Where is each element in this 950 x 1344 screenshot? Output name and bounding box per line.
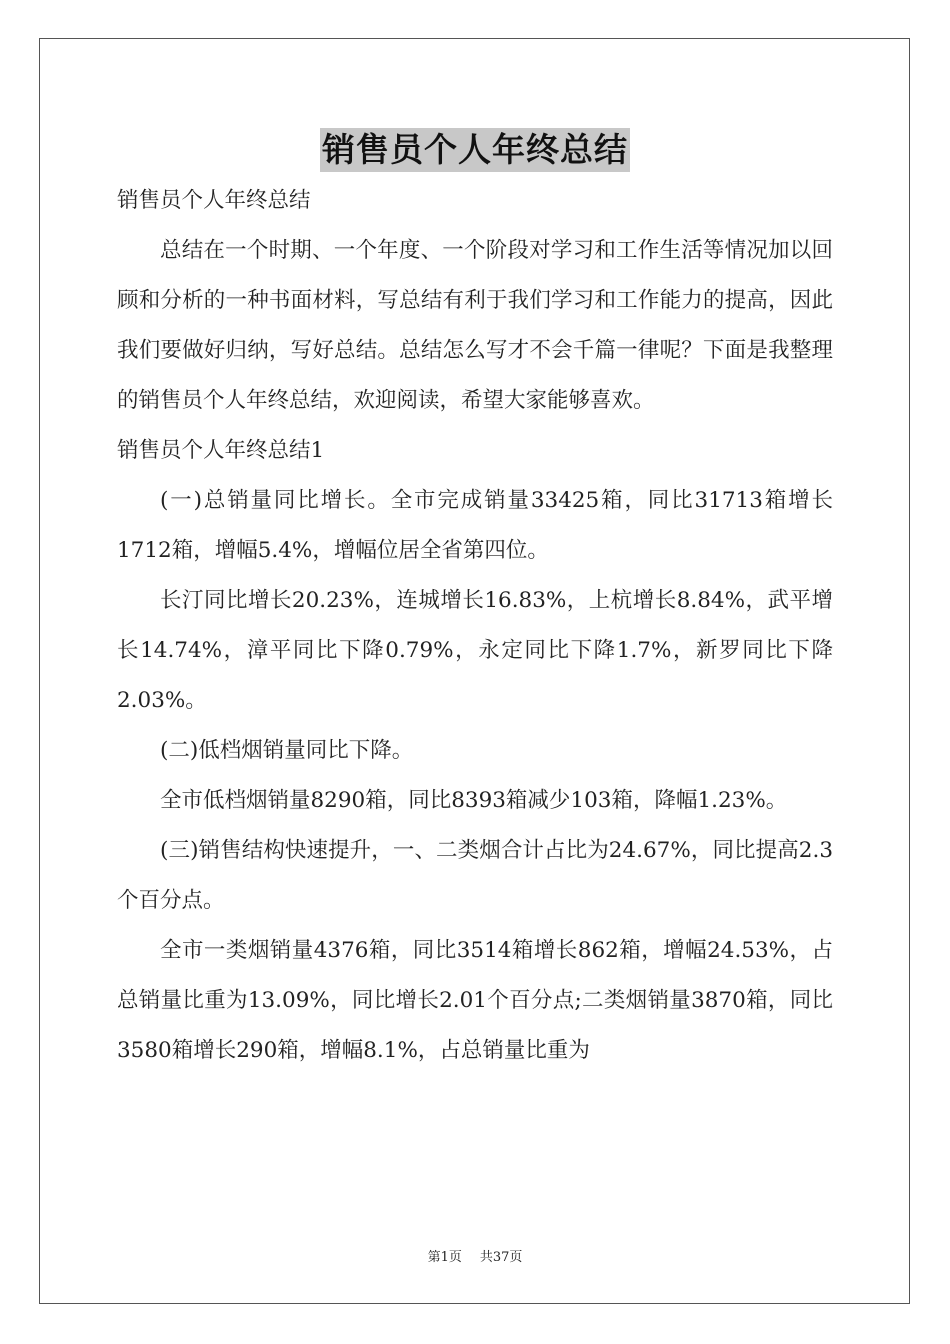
- section-heading: 销售员个人年终总结1: [117, 438, 325, 463]
- paragraph-class-sales: 全市一类烟销量4376箱，同比3514箱增长862箱，增幅24.53%，占总销量比重为13.09%，同比增长2.01个百分点;二类烟销量3870箱，同比3580箱增长290箱，增幅8.1%，占总销量比重为: [117, 938, 833, 1063]
- page-footer: [0, 1246, 950, 1265]
- title-container: [0, 128, 950, 172]
- paragraph-low-grade-heading: (二)低档烟销量同比下降。: [160, 738, 414, 763]
- document-title: 销售员个人年终总结: [320, 128, 630, 172]
- document-body: [117, 176, 833, 1076]
- paragraph-total-sales: (一)总销量同比增长。全市完成销量33425箱，同比31713箱增长1712箱，增幅5.4%，增幅位居全省第四位。: [117, 488, 833, 563]
- paragraph-regional-growth: 长汀同比增长20.23%，连城增长16.83%，上杭增长8.84%，武平增长14.74%，漳平同比下降0.79%，永定同比下降1.7%，新罗同比下降2.03%。: [117, 588, 833, 713]
- intro-paragraph: 总结在一个时期、一个年度、一个阶段对学习和工作生活等情况加以回顾和分析的一种书面材料，写总结有利于我们学习和工作能力的提高，因此我们要做好归纳，写好总结。总结怎么写才不会千篇一律呢？下面是我整理的销售员个人年终总结，欢迎阅读，希望大家能够喜欢。: [117, 238, 833, 413]
- paragraph-low-grade-sales: 全市低档烟销量8290箱，同比8393箱减少103箱，降幅1.23%。: [160, 788, 788, 813]
- paragraph-structure-heading: (三)销售结构快速提升，一、二类烟合计占比为24.67%，同比提高2.3个百分点。: [117, 838, 833, 913]
- page-total: 共37页: [479, 1250, 523, 1265]
- document-subtitle: 销售员个人年终总结: [117, 188, 311, 213]
- page-number: 第1页: [427, 1250, 462, 1265]
